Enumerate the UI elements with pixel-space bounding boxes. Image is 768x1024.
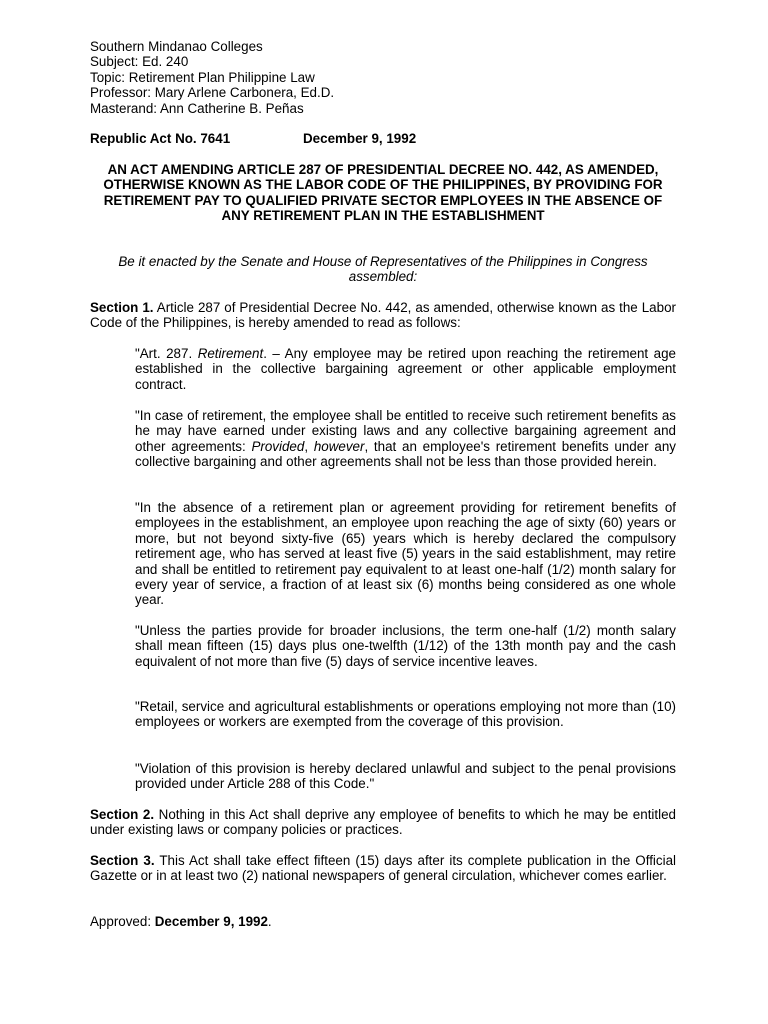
article-prefix: "Art. 287. [135, 346, 198, 361]
approval-line [90, 914, 272, 929]
article-paragraph-1 [135, 346, 676, 392]
section-1-text: Article 287 of Presidential Decree No. 442, as amended, otherwise known as the Labor Code of the Philippines, is hereby amended to read as follows: [90, 300, 676, 331]
approved-date: December 9, 1992 [154, 914, 268, 929]
section-2 [90, 807, 676, 838]
enacting-clause: Be it enacted by the Senate and House of Representatives of the Philippines in Congress assembled: [118, 254, 648, 285]
section-1-label: Section 1. [90, 300, 154, 315]
article-paragraph-2-text-a: "In case of retirement, the employee shall be entitled to receive such retirement benefits as he may have earned under existing laws and any collective bargaining agreement and other agreements: [135, 408, 676, 454]
section-2-text: Nothing in this Act shall deprive any employee of benefits to which he may be entitled under existing laws or company policies or practices. [90, 807, 676, 838]
topic-line: Topic: Retirement Plan Philippine Law [90, 69, 315, 85]
however-word: however [313, 438, 365, 454]
act-title: AN ACT AMENDING ARTICLE 287 OF PRESIDENTIAL DECREE NO. 442, AS AMENDED, OTHERWISE KNOWN AS THE LABOR CODE OF THE PHILIPPINES, BY PROVIDING FOR RETIREMENT PAY TO QUALIFIED PRIVATE SECTOR EMPLOYEES IN THE ABSENCE OF ANY RETIREMENT PLAN IN THE ESTABLISHMENT [103, 162, 663, 224]
article-paragraph-4: "Unless the parties provide for broader inclusions, the term one-half (1/2) month salary shall mean fifteen (15) days plus one-twelfth (1/12) of the 13th month pay and the cash equivalent of not more than five (5) days of service incentive leaves. [135, 623, 676, 669]
masterand-line: Masterand: Ann Catherine B. Peñas [90, 100, 304, 116]
school-name: Southern Mindanao Colleges [90, 39, 263, 54]
article-paragraph-1-text: . – Any employee may be retired upon reaching the retirement age established in the collective bargaining agreement or other applicable employment contract. [135, 346, 676, 392]
article-paragraph-2-text-b: , that an employee's retirement benefits under any collective bargaining and other agreements shall not be less than those provided herein. [135, 438, 676, 470]
article-paragraph-2 [135, 408, 676, 470]
article-paragraph-5: "Retail, service and agricultural establishments or operations employing not more than (10) employees or workers are exempted from the coverage of this provision. [135, 699, 676, 730]
approved-label: Approved: [90, 914, 155, 929]
article-heading: Retirement [197, 346, 264, 361]
approved-period: . [267, 914, 272, 929]
section-2-label: Section 2. [90, 807, 155, 822]
act-date: December 9, 1992 [303, 131, 417, 146]
proviso-word: Provided [251, 438, 305, 454]
subject-line: Subject: Ed. 240 [90, 54, 189, 70]
section-3 [90, 853, 676, 884]
section-3-label: Section 3. [90, 853, 155, 868]
article-paragraph-6: "Violation of this provision is hereby declared unlawful and subject to the penal provisions provided under Article 288 of this Code." [135, 761, 676, 792]
document-header [90, 39, 690, 116]
act-number-line [90, 131, 417, 146]
proviso-separator: , [304, 438, 314, 454]
act-number: Republic Act No. 7641 [90, 131, 231, 146]
section-3-text: This Act shall take effect fifteen (15) days after its complete publication in the Official Gazette or in at least two (2) national newspapers of general circulation, whichever comes earlier. [90, 853, 676, 884]
section-1 [90, 300, 676, 331]
professor-line: Professor: Mary Arlene Carbonera, Ed.D. [90, 85, 335, 101]
article-paragraph-3: "In the absence of a retirement plan or agreement providing for retirement benefits of employees in the establishment, an employee upon reaching the age of sixty (60) years or more, but not beyond sixty-five (65) years which is hereby declared the compulsory retirement age, who has served at least five (5) years in the said establishment, may retire and shall be entitled to retirement pay equivalent to at least one-half (1/2) month salary for every year of service, a fraction of at least six (6) months being considered as one whole year. [135, 500, 676, 608]
